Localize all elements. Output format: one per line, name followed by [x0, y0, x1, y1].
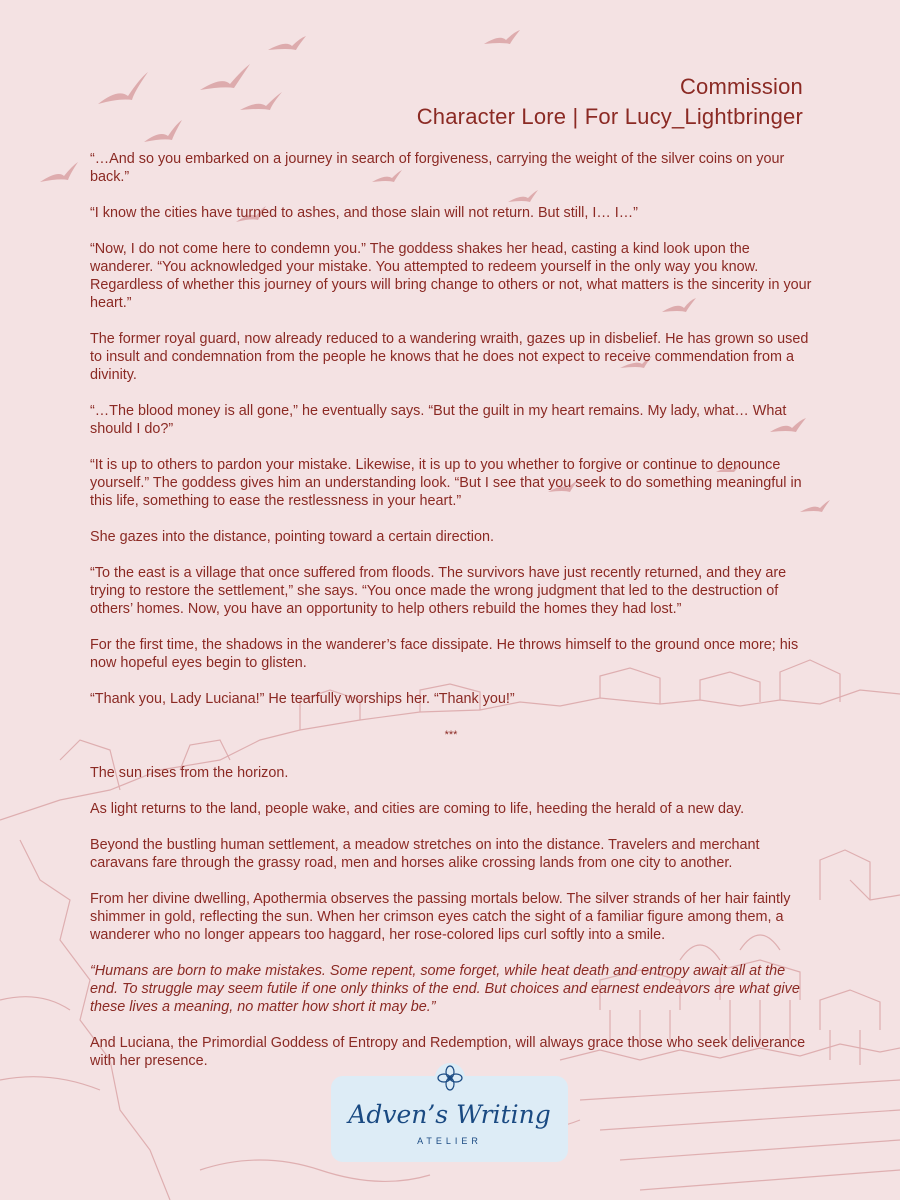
header-title: Character Lore | For Lucy_Lightbringer	[416, 104, 803, 129]
story-paragraph: “It is up to others to pardon your mistake. Likewise, it is up to you whether to forgive or continue to denounce yourself.” The goddess gives him an understanding look. “But I see that you seek to do something meaningful in this life, something to ease the restlessness in your heart.”	[90, 457, 802, 509]
atelier-logo	[331, 1076, 568, 1162]
bird-icon	[200, 64, 250, 90]
story-paragraph: She gazes into the distance, pointing toward a certain direction.	[90, 529, 494, 545]
story-quote: “Humans are born to make mistakes. Some repent, some forget, while heat death and entropy await all at the end. To struggle may seem futile if one only thinks of the end. But choices and earnest endeavors are what give these lives a meaning, no matter how short it may be.”	[90, 963, 800, 1015]
bird-icon	[484, 30, 520, 44]
bird-icon	[98, 72, 148, 104]
story-paragraph: “Thank you, Lady Luciana!” He tearfully worships her. “Thank you!”	[90, 691, 515, 707]
section-separator: ***	[444, 729, 458, 741]
story-paragraph: And Luciana, the Primordial Goddess of Entropy and Redemption, will always grace those who seek deliverance with her presence.	[90, 1035, 806, 1069]
header	[417, 72, 803, 132]
story-paragraph: From her divine dwelling, Apothermia observes the passing mortals below. The silver strands of her hair faintly shimmer in gold, reflecting the sun. When her crimson eyes catch the sight of a familiar figure among them, a wanderer who no longer appears too haggard, her rose-colored lips curl softly into a smile.	[90, 891, 791, 943]
story-paragraph: The former royal guard, now already reduced to a wandering wraith, gazes up in disbelief. He has grown so used to insult and condemnation from the people he knows that he does not expect to receive commendation from a divinity.	[90, 331, 809, 383]
story-paragraph: “I know the cities have turned to ashes, and those slain will not return. But still, I… I…”	[90, 205, 638, 221]
story-body	[90, 150, 812, 1088]
story-paragraph: For the first time, the shadows in the wanderer’s face dissipate. He throws himself to the ground once more; his now hopeful eyes begin to glisten.	[90, 637, 799, 671]
bird-icon	[240, 92, 282, 110]
flower-icon	[434, 1062, 466, 1094]
logo-subtitle: ATELIER	[417, 1136, 482, 1146]
story-paragraph: The sun rises from the horizon.	[90, 765, 289, 781]
story-paragraph: As light returns to the land, people wake, and cities are coming to life, heeding the herald of a new day.	[90, 801, 745, 817]
bird-icon	[144, 120, 182, 142]
header-commission: Commission	[679, 74, 803, 99]
story-paragraph: “…The blood money is all gone,” he eventually says. “But the guilt in my heart remains. My lady, what… What should I do?”	[90, 403, 787, 437]
logo-script-text: Adven’s Writing	[348, 1100, 551, 1129]
bird-icon	[268, 36, 306, 50]
bird-icon	[40, 162, 78, 182]
story-paragraph: “To the east is a village that once suffered from floods. The survivors have just recently returned, and they are trying to restore the settlement,” she says. “You once made the wrong judgment that led to the destruction of others’ homes. Now, you have an opportunity to help others rebuild the homes they had lost.”	[90, 565, 787, 617]
story-paragraph: “Now, I do not come here to condemn you.” The goddess shakes her head, casting a kind look upon the wanderer. “You acknowledged your mistake. You attempted to redeem yourself in the only way you know. Regardless of whether this journey of yours will bring change to others or not, what matters is the sincerity in your heart.”	[90, 241, 812, 311]
story-paragraph: Beyond the bustling human settlement, a meadow stretches on into the distance. Travelers and merchant caravans fare through the grassy road, men and horses alike crossing lands from one city to another.	[90, 837, 760, 871]
story-paragraph: “…And so you embarked on a journey in search of forgiveness, carrying the weight of the silver coins on your back.”	[90, 151, 785, 185]
